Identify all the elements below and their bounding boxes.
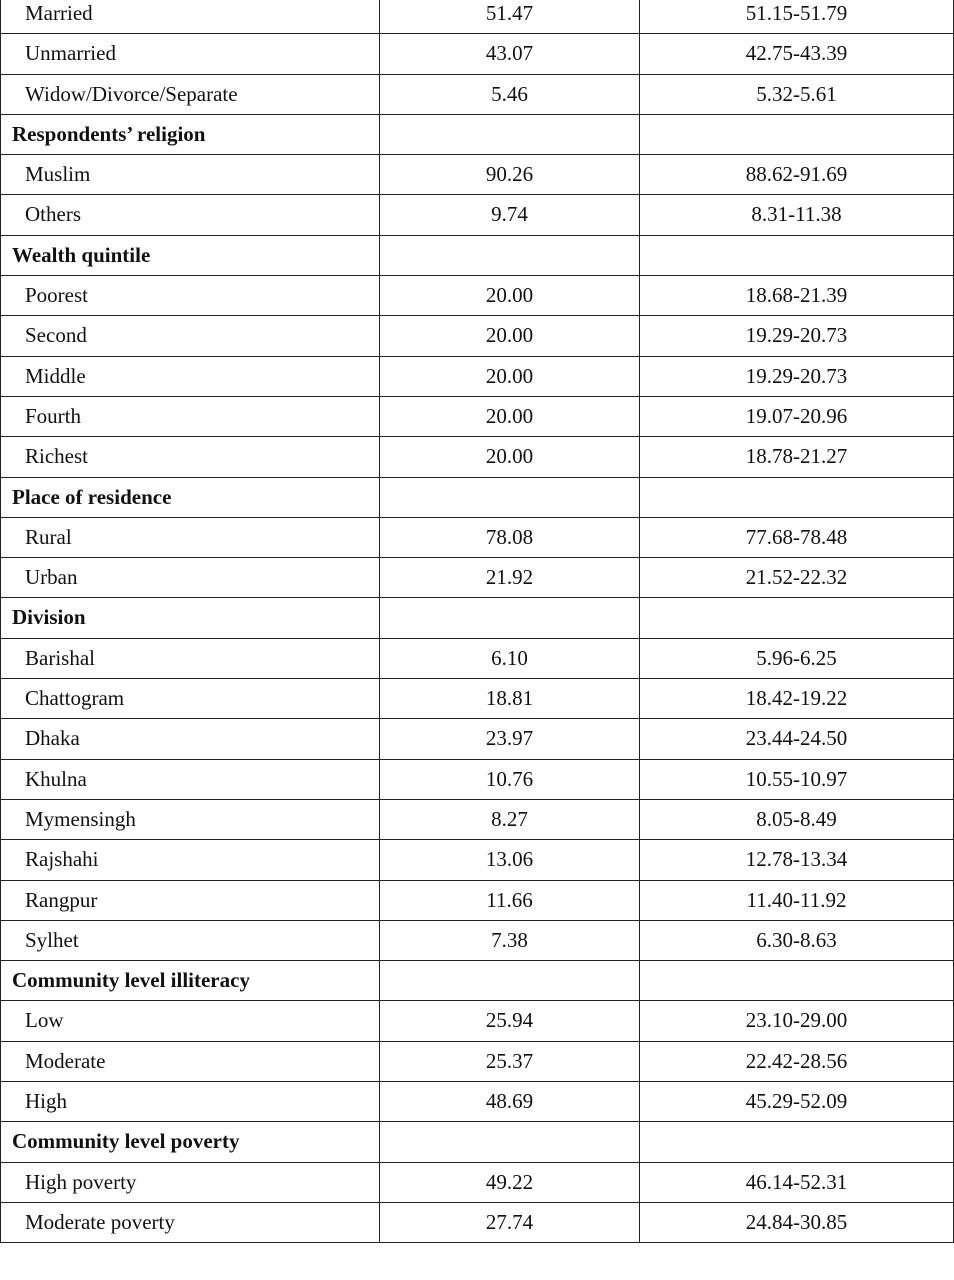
section-header-row (1, 1122, 954, 1162)
section-header-row (1, 598, 954, 638)
percentage-cell: 11.66 (380, 880, 640, 920)
section-header-row (1, 114, 954, 154)
confidence-interval-cell: 10.55-10.97 (640, 759, 954, 799)
percentage-cell: 20.00 (380, 356, 640, 396)
percentage-cell: 21.92 (380, 558, 640, 598)
table-row (1, 195, 954, 235)
confidence-interval-cell: 6.30-8.63 (640, 920, 954, 960)
table-row (1, 1001, 954, 1041)
confidence-interval-cell (640, 598, 954, 638)
row-label: Unmarried (1, 34, 380, 74)
table-row (1, 1202, 954, 1242)
percentage-cell: 20.00 (380, 276, 640, 316)
percentage-cell: 20.00 (380, 437, 640, 477)
percentage-cell: 10.76 (380, 759, 640, 799)
percentage-cell: 25.37 (380, 1041, 640, 1081)
row-label: Poorest (1, 276, 380, 316)
percentage-cell: 20.00 (380, 316, 640, 356)
confidence-interval-cell: 51.15-51.79 (640, 0, 954, 34)
percentage-cell: 18.81 (380, 679, 640, 719)
table-row (1, 437, 954, 477)
confidence-interval-cell (640, 114, 954, 154)
section-label: Wealth quintile (1, 235, 380, 275)
row-label: Married (1, 0, 380, 34)
confidence-interval-cell: 88.62-91.69 (640, 155, 954, 195)
percentage-cell: 9.74 (380, 195, 640, 235)
table-row (1, 74, 954, 114)
section-header-row (1, 477, 954, 517)
percentage-cell: 27.74 (380, 1202, 640, 1242)
confidence-interval-cell: 19.07-20.96 (640, 396, 954, 436)
confidence-interval-cell (640, 961, 954, 1001)
percentage-cell (380, 1122, 640, 1162)
confidence-interval-cell: 77.68-78.48 (640, 517, 954, 557)
confidence-interval-cell: 11.40-11.92 (640, 880, 954, 920)
table-row (1, 0, 954, 34)
percentage-cell: 43.07 (380, 34, 640, 74)
percentage-cell: 90.26 (380, 155, 640, 195)
table-row (1, 1082, 954, 1122)
row-label: Rangpur (1, 880, 380, 920)
percentage-cell: 25.94 (380, 1001, 640, 1041)
percentage-cell: 5.46 (380, 74, 640, 114)
table-row (1, 396, 954, 436)
percentage-cell: 48.69 (380, 1082, 640, 1122)
table-row (1, 1162, 954, 1202)
table-row (1, 840, 954, 880)
table-row (1, 356, 954, 396)
row-label: High (1, 1082, 380, 1122)
section-header-row (1, 235, 954, 275)
row-label: Dhaka (1, 719, 380, 759)
confidence-interval-cell: 12.78-13.34 (640, 840, 954, 880)
table-row (1, 719, 954, 759)
confidence-interval-cell: 23.44-24.50 (640, 719, 954, 759)
confidence-interval-cell: 18.78-21.27 (640, 437, 954, 477)
section-label: Respondents’ religion (1, 114, 380, 154)
confidence-interval-cell: 22.42-28.56 (640, 1041, 954, 1081)
percentage-cell: 78.08 (380, 517, 640, 557)
table-row (1, 638, 954, 678)
row-label: Muslim (1, 155, 380, 195)
row-label: Urban (1, 558, 380, 598)
percentage-cell: 13.06 (380, 840, 640, 880)
table-row (1, 880, 954, 920)
confidence-interval-cell: 18.42-19.22 (640, 679, 954, 719)
percentage-cell (380, 477, 640, 517)
table-row (1, 276, 954, 316)
percentage-cell: 23.97 (380, 719, 640, 759)
percentage-cell (380, 114, 640, 154)
row-label: Widow/Divorce/Separate (1, 74, 380, 114)
percentage-cell: 20.00 (380, 396, 640, 436)
row-label: Rural (1, 517, 380, 557)
percentage-cell (380, 235, 640, 275)
row-label: Moderate poverty (1, 1202, 380, 1242)
table-row (1, 517, 954, 557)
percentage-cell: 6.10 (380, 638, 640, 678)
row-label: Mymensingh (1, 799, 380, 839)
table-body (1, 0, 954, 1243)
table-row (1, 759, 954, 799)
confidence-interval-cell: 8.05-8.49 (640, 799, 954, 839)
section-label: Place of residence (1, 477, 380, 517)
confidence-interval-cell: 46.14-52.31 (640, 1162, 954, 1202)
percentage-cell (380, 598, 640, 638)
table-row (1, 34, 954, 74)
percentage-cell: 8.27 (380, 799, 640, 839)
percentage-cell (380, 961, 640, 1001)
row-label: Barishal (1, 638, 380, 678)
table-row (1, 316, 954, 356)
confidence-interval-cell: 8.31-11.38 (640, 195, 954, 235)
confidence-interval-cell: 21.52-22.32 (640, 558, 954, 598)
confidence-interval-cell: 18.68-21.39 (640, 276, 954, 316)
confidence-interval-cell (640, 1122, 954, 1162)
confidence-interval-cell: 45.29-52.09 (640, 1082, 954, 1122)
row-label: Khulna (1, 759, 380, 799)
row-label: Others (1, 195, 380, 235)
confidence-interval-cell: 5.32-5.61 (640, 74, 954, 114)
section-label: Community level illiteracy (1, 961, 380, 1001)
section-label: Division (1, 598, 380, 638)
row-label: Second (1, 316, 380, 356)
row-label: Middle (1, 356, 380, 396)
row-label: Richest (1, 437, 380, 477)
row-label: Moderate (1, 1041, 380, 1081)
row-label: Chattogram (1, 679, 380, 719)
table-row (1, 679, 954, 719)
row-label: Rajshahi (1, 840, 380, 880)
confidence-interval-cell: 42.75-43.39 (640, 34, 954, 74)
table-row (1, 1041, 954, 1081)
row-label: Fourth (1, 396, 380, 436)
confidence-interval-cell: 24.84-30.85 (640, 1202, 954, 1242)
percentage-cell: 51.47 (380, 0, 640, 34)
confidence-interval-cell: 19.29-20.73 (640, 356, 954, 396)
row-label: Low (1, 1001, 380, 1041)
section-header-row (1, 961, 954, 1001)
confidence-interval-cell: 19.29-20.73 (640, 316, 954, 356)
row-label: Sylhet (1, 920, 380, 960)
percentage-cell: 49.22 (380, 1162, 640, 1202)
table-row (1, 920, 954, 960)
table-row (1, 155, 954, 195)
row-label: High poverty (1, 1162, 380, 1202)
table-row (1, 558, 954, 598)
table-row (1, 799, 954, 839)
confidence-interval-cell (640, 235, 954, 275)
confidence-interval-cell: 23.10-29.00 (640, 1001, 954, 1041)
section-label: Community level poverty (1, 1122, 380, 1162)
percentage-cell: 7.38 (380, 920, 640, 960)
confidence-interval-cell (640, 477, 954, 517)
confidence-interval-cell: 5.96-6.25 (640, 638, 954, 678)
